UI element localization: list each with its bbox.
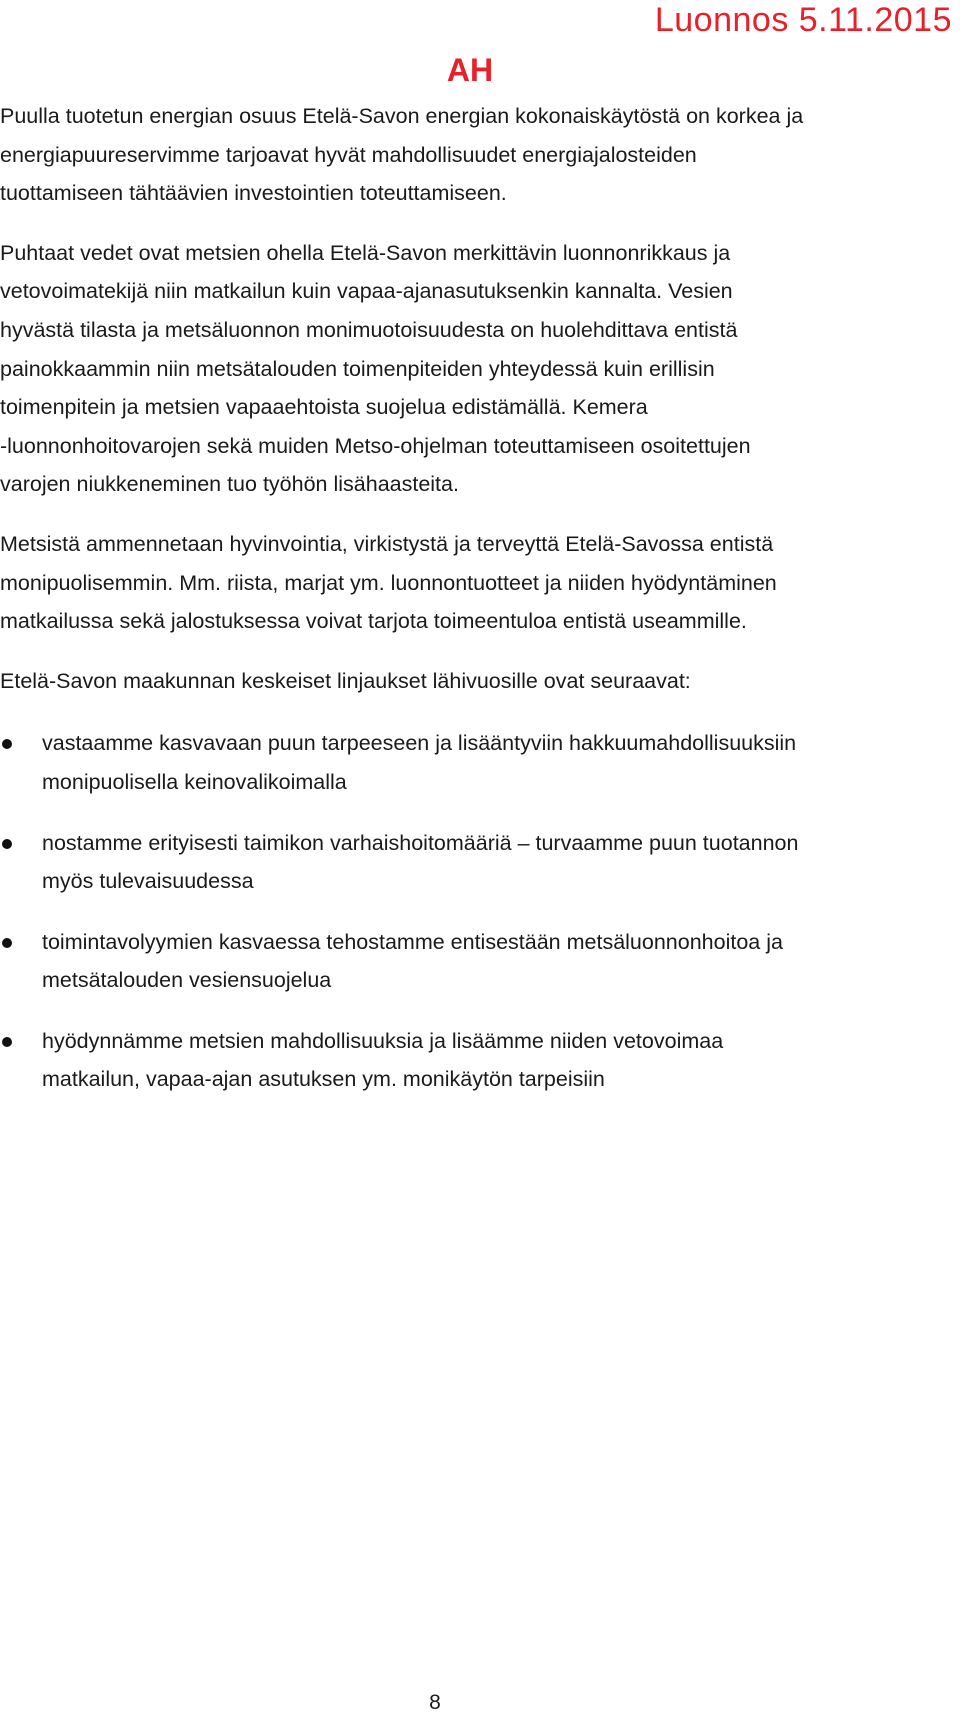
list-item [0,923,948,1000]
bullet-icon [2,1037,12,1047]
list-item [0,824,948,901]
text-line: matkailun, vapaa-ajan asutuksen ym. monikäytön tarpeisiin [42,1067,605,1092]
paragraph-energy [0,97,948,213]
text-line: myös tulevaisuudessa [42,869,254,894]
paragraph-spacer [0,213,948,234]
text-line: vastaamme kasvavaan puun tarpeeseen ja lisääntyviin hakkuumahdollisuuksiin [42,731,797,756]
text-line: nostamme erityisesti taimikon varhaishoitomääriä – turvaamme puun tuotannon [42,830,799,855]
text-line: Metsistä ammennetaan hyvinvointia, virkistystä ja terveyttä Etelä-Savossa entistä [0,531,774,556]
text-line: Etelä-Savon maakunnan keskeiset linjaukset lähivuosille ovat seuraavat: [0,668,691,693]
bullet-icon [2,739,12,749]
text-line: varojen niukkeneminen tuo työhön lisähaasteita. [0,472,459,497]
paragraph-waters [0,234,948,504]
text-line: tuottamiseen tähtäävien investointien toteuttamiseen. [0,181,507,206]
document-body [0,97,948,1121]
text-line: monipuolisella keinovalikoimalla [42,769,347,794]
text-line: hyödynnämme metsien mahdollisuuksia ja lisäämme niiden vetovoimaa [42,1028,724,1053]
text-line: Puhtaat vedet ovat metsien ohella Etelä-Savon merkittävin luonnonrikkaus ja [0,240,731,265]
paragraph-spacer [0,504,948,525]
text-line: metsätalouden vesiensuojelua [42,968,332,993]
text-line: Puulla tuotetun energian osuus Etelä-Savon energian kokonaiskäytöstä on korkea ja [0,104,804,128]
paragraph-policy-intro [0,662,948,701]
page-number: 8 [429,1691,441,1714]
paragraph-spacer [0,641,948,662]
text-line: matkailussa sekä jalostuksessa voivat tarjota toimeentuloa entistä useammille. [0,609,747,634]
text-line: toimenpitein ja metsien vapaaehtoista suojelua edistämällä. Kemera [0,395,648,420]
policy-bullet-list [0,724,948,1099]
list-item [0,1022,948,1099]
text-line: vetovoimatekijä niin matkailun kuin vapaa-ajanasutuksenkin kannalta. Vesien [0,279,733,304]
text-line: monipuolisemmin. Mm. riista, marjat ym. luonnontuotteet ja niiden hyödyntäminen [0,570,777,595]
section-code: AH [446,52,494,88]
text-line: toimintavolyymien kasvaessa tehostamme entisestään metsäluonnonhoitoa ja [42,929,783,954]
bullet-icon [2,839,12,849]
text-line: -luonnonhoitovarojen sekä muiden Metso-ohjelman toteuttamiseen osoitettujen [0,433,751,458]
list-item [0,724,948,801]
paragraph-wellbeing [0,525,948,641]
paragraph-spacer [0,700,948,724]
bullet-icon [2,938,12,948]
text-line: painokkaammin niin metsätalouden toimenpiteiden yhteydessä kuin erillisin [0,356,715,381]
draft-date-label: Luonnos 5.11.2015 [654,1,952,39]
text-line: hyvästä tilasta ja metsäluonnon monimuotoisuudesta on huolehdittava entistä [0,317,738,342]
text-line: energiapuureservimme tarjoavat hyvät mahdollisuudet energiajalosteiden [0,142,697,167]
